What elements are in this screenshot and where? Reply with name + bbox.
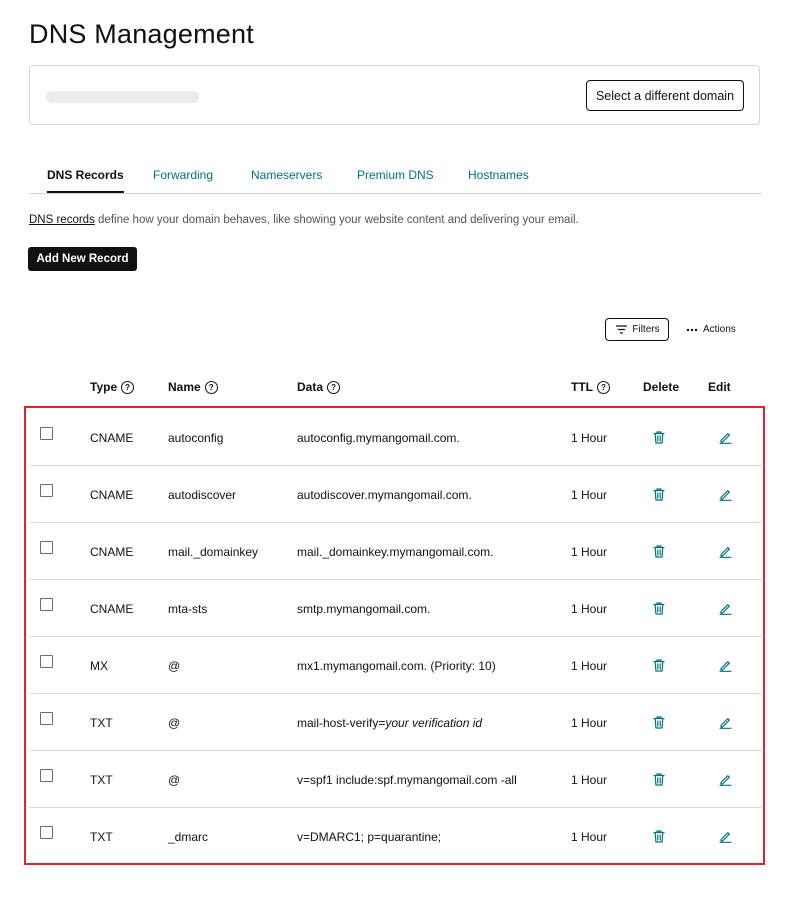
help-icon[interactable]: ? <box>597 381 610 394</box>
record-data: autodiscover.mymangomail.com. <box>297 487 472 502</box>
record-type: TXT <box>90 715 113 730</box>
pencil-icon[interactable] <box>718 488 732 502</box>
dns-records-link[interactable]: DNS records <box>29 214 95 226</box>
table-row <box>29 751 762 808</box>
select-domain-button[interactable]: Select a different domain <box>586 80 744 111</box>
record-name: mta-sts <box>168 601 208 616</box>
pencil-icon[interactable] <box>718 773 732 787</box>
tab-forwarding[interactable]: Forwarding <box>153 168 214 182</box>
record-ttl: 1 Hour <box>571 829 608 844</box>
trash-icon[interactable] <box>652 659 666 673</box>
row-checkbox[interactable] <box>40 655 53 668</box>
column-edit: Edit <box>708 380 731 394</box>
trash-icon[interactable] <box>652 488 666 502</box>
help-icon[interactable]: ? <box>327 381 340 394</box>
domain-name-placeholder <box>46 91 199 103</box>
column-ttl-label: TTL <box>571 380 593 394</box>
column-ttl <box>571 376 610 398</box>
record-type: TXT <box>90 829 113 844</box>
column-type <box>90 376 134 398</box>
intro-text <box>29 214 579 226</box>
table-row <box>29 694 762 751</box>
more-icon <box>686 324 698 335</box>
row-checkbox[interactable] <box>40 826 53 839</box>
record-type: CNAME <box>90 601 134 616</box>
record-data: mx1.mymangomail.com. (Priority: 10) <box>297 658 496 673</box>
pencil-icon[interactable] <box>718 545 732 559</box>
record-type: MX <box>90 658 108 673</box>
record-name: _dmarc <box>168 829 209 844</box>
pencil-icon[interactable] <box>718 431 732 445</box>
table-row <box>29 637 762 694</box>
record-data: smtp.mymangomail.com. <box>297 601 431 616</box>
record-ttl: 1 Hour <box>571 601 608 616</box>
record-data: v=DMARC1; p=quarantine; <box>297 829 442 844</box>
column-data-label: Data <box>297 380 324 394</box>
filters-label: Filters <box>632 324 660 335</box>
column-delete: Delete <box>643 380 680 394</box>
record-name: autodiscover <box>168 487 237 502</box>
table-header <box>29 376 762 398</box>
record-ttl: 1 Hour <box>571 487 608 502</box>
table-row <box>29 409 762 466</box>
table-row <box>29 580 762 637</box>
record-name: @ <box>168 715 181 730</box>
trash-icon[interactable] <box>652 545 666 559</box>
record-type: CNAME <box>90 544 134 559</box>
actions-label: Actions <box>703 324 736 335</box>
record-type: CNAME <box>90 487 134 502</box>
record-type: CNAME <box>90 430 134 445</box>
tab-bar <box>29 158 762 194</box>
column-name <box>168 376 218 398</box>
row-checkbox[interactable] <box>40 769 53 782</box>
column-data <box>297 376 340 398</box>
record-name: @ <box>168 658 181 673</box>
table-row <box>29 523 762 580</box>
record-ttl: 1 Hour <box>571 715 608 730</box>
table-row <box>29 466 762 523</box>
row-checkbox[interactable] <box>40 427 53 440</box>
record-ttl: 1 Hour <box>571 772 608 787</box>
help-icon[interactable]: ? <box>121 381 134 394</box>
record-name: @ <box>168 772 181 787</box>
pencil-icon[interactable] <box>718 602 732 616</box>
trash-icon[interactable] <box>652 431 666 445</box>
record-data: autoconfig.mymangomail.com. <box>297 430 460 445</box>
table-row <box>29 808 762 865</box>
record-data <box>297 694 482 751</box>
trash-icon[interactable] <box>652 716 666 730</box>
trash-icon[interactable] <box>652 830 666 844</box>
column-type-label: Type <box>90 380 118 394</box>
trash-icon[interactable] <box>652 602 666 616</box>
record-name: autoconfig <box>168 430 224 445</box>
record-data-prefix: mail-host-verify= <box>297 715 386 730</box>
intro-description: define how your domain behaves, like showing your website content and delivering your email. <box>94 214 579 226</box>
pencil-icon[interactable] <box>718 716 732 730</box>
add-new-record-button[interactable]: Add New Record <box>28 247 137 271</box>
record-data: v=spf1 include:spf.mymangomail.com -all <box>297 772 517 787</box>
record-data: mail._domainkey.mymangomail.com. <box>297 544 494 559</box>
pencil-icon[interactable] <box>718 659 732 673</box>
trash-icon[interactable] <box>652 773 666 787</box>
tab-nameservers[interactable]: Nameservers <box>251 168 323 182</box>
pencil-icon[interactable] <box>718 830 732 844</box>
records-table <box>29 409 762 865</box>
record-ttl: 1 Hour <box>571 658 608 673</box>
filter-icon <box>614 323 628 337</box>
row-checkbox[interactable] <box>40 484 53 497</box>
row-checkbox[interactable] <box>40 541 53 554</box>
record-ttl: 1 Hour <box>571 544 608 559</box>
help-icon[interactable]: ? <box>205 381 218 394</box>
row-checkbox[interactable] <box>40 598 53 611</box>
filters-button[interactable] <box>605 318 669 341</box>
page-title: DNS Management <box>29 19 254 49</box>
tab-hostnames[interactable]: Hostnames <box>468 168 529 182</box>
domain-card <box>29 65 760 125</box>
tab-dns-records[interactable]: DNS Records <box>47 158 124 192</box>
record-type: TXT <box>90 772 113 787</box>
row-checkbox[interactable] <box>40 712 53 725</box>
record-ttl: 1 Hour <box>571 430 608 445</box>
column-name-label: Name <box>168 380 201 394</box>
actions-button[interactable] <box>686 318 736 341</box>
tab-premium-dns[interactable]: Premium DNS <box>357 168 434 182</box>
record-data-placeholder: your verification id <box>385 715 483 730</box>
record-name: mail._domainkey <box>168 544 259 559</box>
